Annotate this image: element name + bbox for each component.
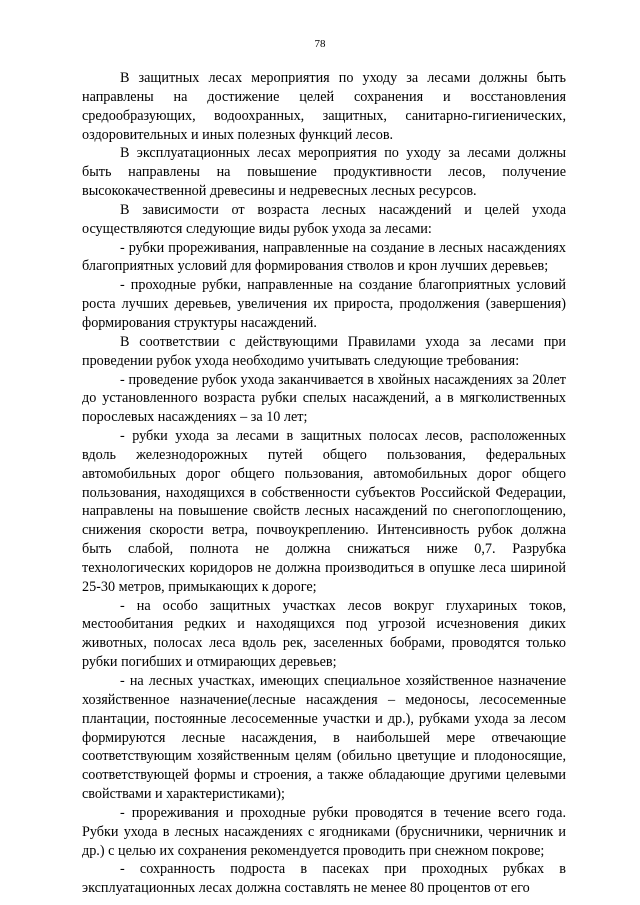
list-item: - на лесных участках, имеющих специальное хозяйственное назначение хозяйственное назначение(лесные насаждения – медоносы, лесосеменные плантации, постоянные лесосеменные участки и др.), рубками ухода за лесом формируются лесные насаждения, в наибольшей мере отвечающие соответствующим хозяйственным целям (обильно цветущие и плодоносящие, соответствующей формы и строения, а также обладающие другими целевыми свойствами и характеристиками); <box>82 673 566 803</box>
list-item: - рубки ухода за лесами в защитных полосах лесов, расположенных вдоль железнодорожных путей общего пользования, федеральных автомобильных дорог общего пользования, автомобильных дорог общего пользования, находящихся в собственности субъектов Российской Федерации, направлены на повышение свойств лесных насаждений по снегопоглощению, снижения скорости ветра, почвоукреплению. Интенсивность рубок должна быть слабой, полнота не должна снижаться ниже 0,7. Разрубка технологических коридоров не должна производиться в опушке леса шириной 25-30 метров, примыкающих к дороге; <box>82 428 566 595</box>
list-item: - прореживания и проходные рубки проводятся в течение всего года. Рубки ухода в лесных насаждениях с ягодниками (брусничники, черничник и др.) с целью их сохранения рекомендуется проводить при снежном покрове; <box>82 804 566 859</box>
paragraph: В зависимости от возраста лесных насаждений и целей ухода осуществляются следующие виды рубок ухода за лесами: <box>82 201 566 237</box>
paragraph: В защитных лесах мероприятия по уходу за лесами должны быть направлены на достижение целей сохранения и восстановления средообразующих, водоохранных, защитных, санитарно-гигиенических, оздоровительных и иных полезных функций лесов. <box>82 70 566 143</box>
paragraph: В соответствии с действующими Правилами ухода за лесами при проведении рубок ухода необходимо учитывать следующие требования: <box>82 333 566 369</box>
list-item: - проведение рубок ухода заканчивается в хвойных насаждениях за 20лет до установленного возраста рубки спелых насаждений, а в мягколиственных порослевых насаждениях – за 10 лет; <box>82 371 566 426</box>
list-item: - рубки прореживания, направленные на создание в лесных насаждениях благоприятных условий для формирования стволов и крон лучших деревьев; <box>82 239 566 275</box>
document-body <box>82 69 566 898</box>
paragraph: В эксплуатационных лесах мероприятия по уходу за лесами должны быть направлены на повышение продуктивности лесов, получение высококачественной древесины и недревесных лесных ресурсов. <box>82 145 566 200</box>
list-item: - сохранность подроста в пасеках при проходных рубках в эксплуатационных лесах должна составлять не менее 80 процентов от его <box>82 861 566 897</box>
list-item: - проходные рубки, направленные на создание благоприятных условий роста лучших деревьев, увеличения их прироста, продолжения (завершения) формирования структуры насаждений. <box>82 277 566 331</box>
list-item: - на особо защитных участках лесов вокруг глухариных токов, местообитания редких и находящихся под угрозой исчезновения диких животных, полосах леса вдоль рек, заселенных бобрами, проводятся только рубки погибших и отмирающих деревьев; <box>82 597 566 671</box>
page-number: 78 <box>314 38 326 50</box>
